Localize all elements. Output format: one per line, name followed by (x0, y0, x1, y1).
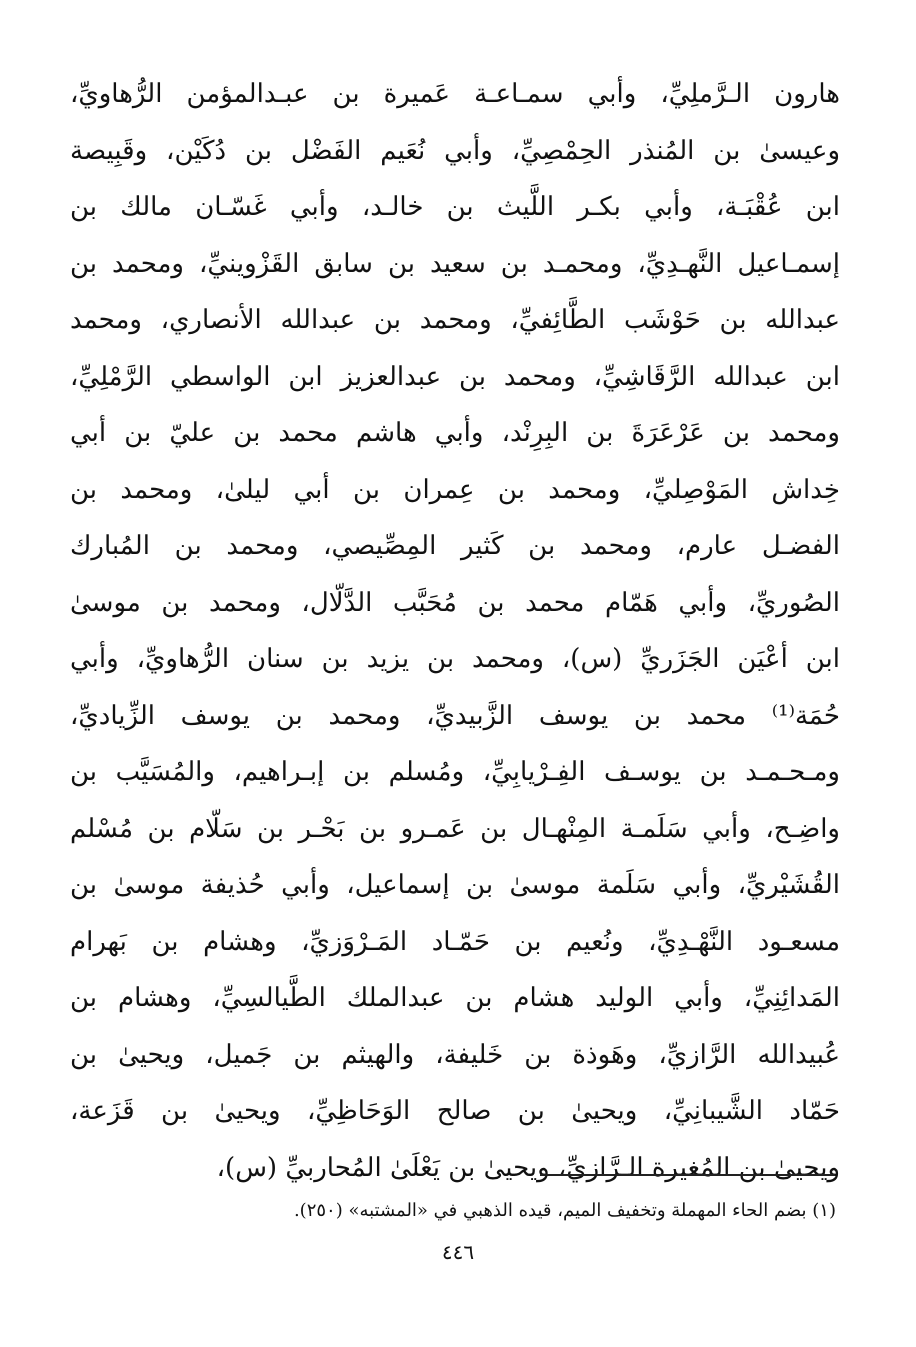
text-line: المَدائِنِيِّ، وأبي الوليد هشام بن عبدالملك الطَّيالسِيِّ، وهشام بن (70, 983, 840, 1013)
text-line: القُشَيْريِّ، وأبي سَلَمة موسىٰ بن إسماعيل، وأبي حُذيفة موسىٰ بن (70, 870, 840, 900)
text-line: إسمـاعيل النَّهـدِيِّ، ومحمـد بن سعيد بن سابق القَزْوينيِّ، ومحمد بن (70, 248, 840, 279)
text-line: حُمَة⁽¹⁾ محمد بن يوسف الزَّبيديِّ، ومحمد بن يوسف الزِّياديِّ، (70, 700, 840, 731)
page-number: ٤٤٦ (441, 1240, 475, 1264)
text-line: الفضـل عارم، ومحمد بن كَثير المِصِّيصي، ومحمد بن المُبارك (70, 531, 840, 561)
footnote-divider (540, 1174, 835, 1176)
text-line: مسعـود النَّهْـدِيِّ، ونُعيم بن حَمّـاد المَـرْوَزيِّ، وهشام بن بَهرام (70, 926, 840, 957)
text-line: ابن عُقْبَـة، وأبي بكـر اللَّيث بن خالـد، وأبي غَسّـان مالك بن (70, 192, 840, 222)
text-line: هارون الـرَّملِيِّ، وأبي سمـاعـة عَميرة بن عبـدالمؤمن الرُّهاويِّ، (70, 79, 840, 109)
text-line: ويحيىٰ بن المُغيرة الـرَّازيِّ، ويحيىٰ بن يَعْلَىٰ المُحاربيِّ (س)، (216, 1152, 840, 1183)
text-line: ابن عبدالله الرَّقَاشِيِّ، ومحمد بن عبدالعزيز ابن الواسطي الرَّمْلِيِّ، (70, 361, 840, 392)
text-line: ومـحـمـد بن يوسـف الفِـرْيابِيِّ، ومُسلم بن إبـراهيم، والمُسَيَّب بن (70, 757, 840, 787)
text-line: حَمّاد الشَّيبانِيِّ، ويحيىٰ بن صالح الوَحَاظِيِّ، ويحيىٰ بن قَزَعة، (70, 1096, 840, 1126)
text-line: واضِـح، وأبي سَلَمـة المِنْهـال بن عَمـرو بن بَحْـر بن سَلّام بن مُسْلم (70, 813, 840, 844)
footnote: (١) بضم الحاء المهملة وتخفيف الميم، قيده الذهبي في «المشتبه» (٢٥٠). (293, 1200, 836, 1221)
text-line: ومحمد بن عَرْعَرَةَ بن البِرِنْد، وأبي هاشم محمد بن عليّ بن أبي (70, 418, 840, 448)
text-line: عُبيدالله الرَّازيِّ، وهَوذة بن خَليفة، والهيثم بن جَميل، ويحيىٰ بن (70, 1039, 840, 1070)
main-text (70, 66, 840, 1196)
text-line: خِداش المَوْصِليِّ، ومحمد بن عِمران بن أبي ليلىٰ، ومحمد بن (70, 474, 840, 505)
text-line: وعيسىٰ بن المُنذر الحِمْصِيِّ، وأبي نُعَيم الفَضْل بن دُكَيْن، وقَبِيصة (70, 135, 840, 166)
text-line: الصُوريِّ، وأبي هَمّام محمد بن مُحَبَّب الدَّلّال، ومحمد بن موسىٰ (70, 587, 840, 618)
text-line: عبدالله بن حَوْشَب الطَّائِفيِّ، ومحمد بن عبدالله الأنصاري، ومحمد (70, 305, 840, 335)
text-line: ابن أعْيَن الجَزَريِّ (س)، ومحمد بن يزيد بن سنان الرُّهاويِّ، وأبي (70, 644, 840, 674)
